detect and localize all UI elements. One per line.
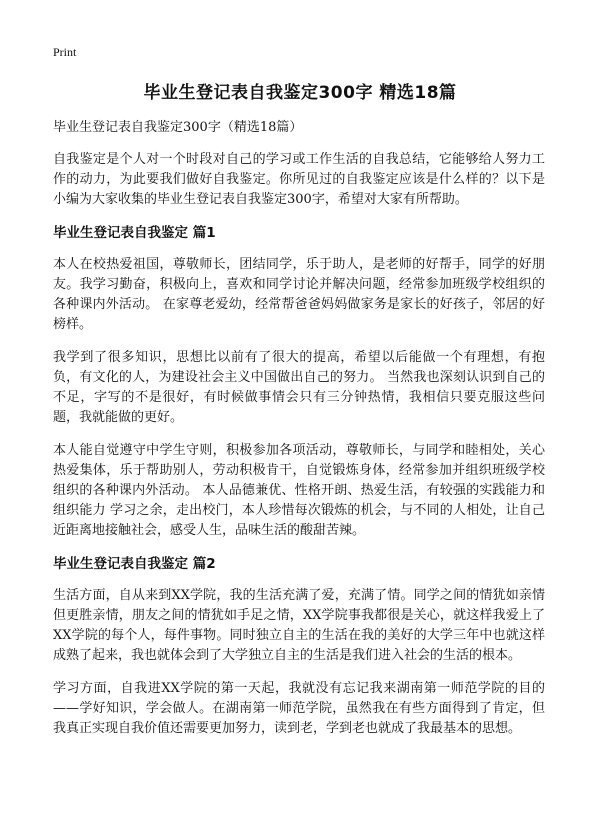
paragraph: 我学到了很多知识，思想比以前有了很大的提高，希望以后能做一个有理想，有抱负，有文化的人，为建设社会主义中国做出自己的努力。 当然我也深刻认识到自己的 不足，字写的不是很好，有时候做事情会只有三分钟热情，我相信只要克服这些问题，我就能做的更好。 bbox=[53, 350, 545, 425]
page-title: 毕业生登记表自我鉴定300字 精选18篇 bbox=[143, 83, 457, 103]
section-heading-1: 毕业生登记表自我鉴定 篇1 bbox=[53, 225, 216, 241]
print-link[interactable]: Print bbox=[53, 45, 77, 59]
paragraph: 本人在校热爱祖国，尊敬师长，团结同学，乐于助人，是老师的好帮手，同学的好朋友。我学习勤奋，积极向上，喜欢和同学讨论并解决问题，经常参加班级学校组织的各种课内外活动。 在家尊老爱幼，经常帮爸爸妈妈做家务是家长的好孩子，邻居的好榜样。 bbox=[53, 257, 545, 332]
paragraph: 学习方面，自我进XX学院的第一天起，我就没有忘记我来湖南第一师范学院的目的——学好知识，学会做人。在湖南第一师范学院，虽然我在有些方面得到了肯定，但我真正实现自我价值还需要更加努力，读到老，学到老也就成了我最基本的思想。 bbox=[53, 681, 545, 736]
article-content bbox=[53, 118, 545, 752]
paragraph: 生活方面，自从来到XX学院，我的生活充满了爱，充满了情。同学之间的情犹如亲情但更胜亲情，朋友之间的情犹如手足之情，XX学院事我都很是关心，就这样我爱上了XX学院的每个人，每件事物。同时独立自主的生活在我的美好的大学三年中也就这样成熟了起来，我也就体会到了大学独立自主的生活是我们进入社会的生活的根本。 bbox=[53, 588, 545, 663]
subtitle: 毕业生登记表自我鉴定300字（精选18篇） bbox=[53, 120, 303, 135]
intro-paragraph: 自我鉴定是个人对一个时段对自己的学习或工作生活的自我总结，它能够给人努力工作的动力，为此要我们做好自我鉴定。你所见过的自我鉴定应该是什么样的？以下是小编为大家收集的毕业生登记表自我鉴定300字，希望对大家有所帮助。 bbox=[53, 152, 545, 207]
section-heading-2: 毕业生登记表自我鉴定 篇2 bbox=[53, 556, 216, 572]
paragraph: 本人能自觉遵守中学生守则，积极参加各项活动，尊敬师长，与同学和睦相处，关心热爱集体，乐于帮助别人，劳动积极肯干，自觉锻炼身体，经常参加并组织班级学校组织的各种课内外活动。 本人品德兼优、性格开朗、热爱生活，有较强的实践能力和组织能力 学习之余，走出校门，本人珍惜每次锻炼的机会，与不同的人相处，让自己近距离地接触社会，感受人生，品味生活的酸甜苦辣。 bbox=[53, 443, 545, 538]
